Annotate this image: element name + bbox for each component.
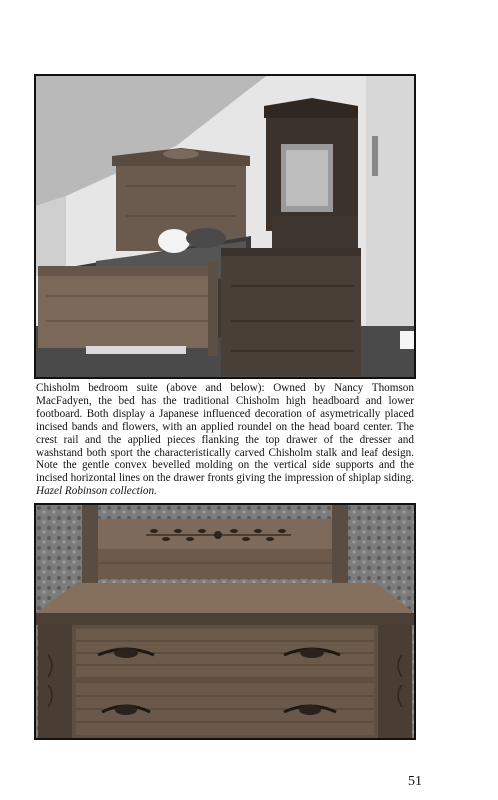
bedroom-suite-illustration <box>36 76 414 377</box>
caption-credit: Hazel Robinson collection. <box>36 485 157 498</box>
caption-text: Chisholm bedroom suite (above and below): Owned by Nancy Thomson MacFadyen, the bed has the traditional Chisholm high headboard and lower footboard. Both display a Japanese influenced decoration of asymetrically placed incised bands and flowers, with an applied roundel on the head board center. The crest rail and the applied pieces flanking the top drawer of the dresser and washstand both sport the characteristically carved Chisholm stalk and leaf design. Note the gentle convex bevelled molding on the vertical side supports and the incised horizontal lines on the drawer fronts giving the impression of shiplap siding. <box>36 382 414 485</box>
dresser-detail-photo <box>34 503 416 740</box>
bedroom-suite-photo <box>34 74 416 379</box>
photo-caption <box>36 382 414 498</box>
dresser-detail-illustration <box>36 505 414 738</box>
page-number: 51 <box>408 774 422 789</box>
